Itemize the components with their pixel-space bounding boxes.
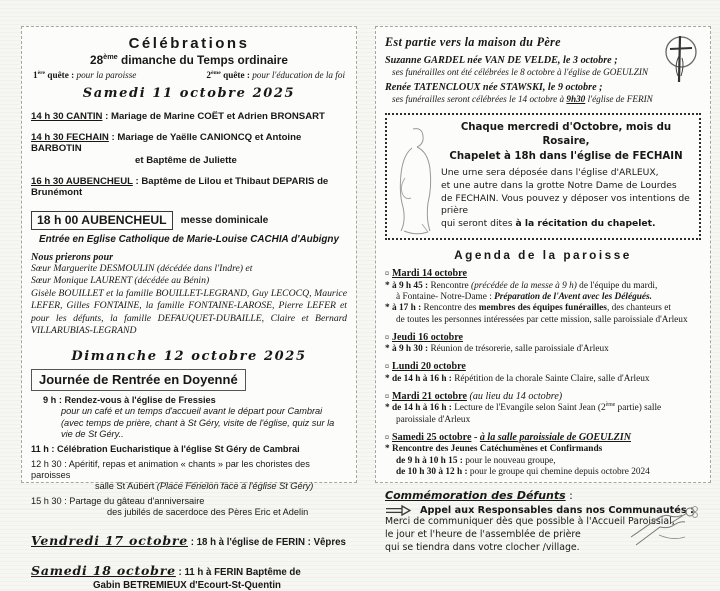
commem-line-3: qui se tiendra dans votre clocher /village. [385,541,580,553]
collections-line [31,70,347,80]
agenda-date: Mardi 21 octobre (au lieu du 14 octobre) [392,391,563,403]
schedule-9h-note1: pour un café et un temps d'accueil avant le départ pour Cambrai [61,406,323,417]
commem-line-2: le jour et l'heure de l'assemblée de prière [385,529,581,541]
rosary-line-3: de FECHAIN. Vous pouvez y déposer vos intentions de prière [441,192,690,217]
agenda-line: * Rencontre des Jeunes Catéchumènes et Confirmands [385,444,603,455]
obituary-name-2: Renée TATENCLOUX née STAWSKI, le 9 octobre ; [385,82,603,93]
agenda-date: Jeudi 16 octobre [392,331,464,343]
crucifix-icon [657,32,703,90]
agenda-item-mardi-21 [385,391,701,426]
square-bullet-icon: ¤ [385,332,389,342]
agenda-item-mardi-14 [385,268,701,326]
commem-line-1: Merci de communiquer dès que possible à l'Accueil Paroissial, [385,516,675,528]
schedule-11h: 11 h : Célébration Eucharistique à l'église St Géry de Cambrai [31,443,300,454]
page-title: Célébrations [128,35,250,52]
double-arrow-icon [385,505,412,516]
event-saturday-18-cont: Gabin BETREMIEUX d'Ecourt-St-Quentin [93,579,281,591]
agenda-item-jeudi-16 [385,332,701,356]
date-heading-sat-11: Samedi 11 octobre 2025 [82,86,296,101]
sunday-schedule [31,395,347,517]
hand-with-flower-icon [629,505,701,551]
event-saturday-18: Samedi 18 octobre : 11 h à FERIN Baptême de [31,562,301,578]
schedule-9h: 9 h : Rendez-vous à l'église de Fressies [43,395,216,406]
rosary-body [441,167,691,231]
prayer-paragraph: Gisèle BOUILLET et la famille BOUILLET-LEGRAND, Guy LECOCQ, Maurice LEFER, Gilles FONTAINE, la famille FONTAINE-LAROSE, Pierre LEFER et pour les défunts, la famille DEFAUQUET-DUBAILLE, Claire et Bernard VILLARUBIAS-LEGRAND [31,287,347,337]
agenda-line: de 10 h 30 à 12 h : pour le groupe qui chemine depuis octobre 2024 [396,467,650,478]
agenda-date: Lundi 20 octobre [392,361,466,373]
prayer-line-1: Sœur Marguerite DESMOULIN (décédée dans l'Indre) et [31,263,253,274]
obituary-detail-2: ses funérailles seront célébrées le 14 octobre à 9h30 l'église de FERIN [392,94,653,104]
rosary-line-2: et une autre dans la grotte Notre Dame de Lourdes [441,179,677,191]
date-heading-sun-12: Dimanche 12 octobre 2025 [71,349,307,365]
schedule-1230: 12 h 30 : Apéritif, repas et animation « chants » par les choristes des paroisses [31,458,310,480]
agenda-line: * à 9 h 45 : Rencontre (précédée de la messe à 9 h) de l'équipe du mardi, [385,280,658,291]
obituary-detail-1: ses funérailles ont été célébrées le 8 octobre à l'église de GOEULZIN [392,67,649,77]
prayer-intro: Nous prierons pour [31,252,114,263]
event-fechain: 14 h 30 FECHAIN : Mariage de Yaëlle CANIONCQ et Antoine BARBOTIN [31,132,302,154]
obituary-heading: Est partie vers la maison du Père [385,35,561,49]
schedule-9h-note2: (avec temps de prière, chant à St Géry, visite de l'église, quiz sur la vie de St Géry.. [61,417,335,439]
agenda-item-lundi-20 [385,361,701,385]
agenda-line: * de 14 h à 16 h : Répétition de la chorale Sainte Claire, salle d'Arleux [385,373,650,384]
event-cantin: 14 h 30 CANTIN : Mariage de Marine COËT et Adrien BRONSART [31,111,325,122]
schedule-1530-cont: des jubilés de sacerdoce des Pères Eric et Adelin [107,506,309,517]
commemoration-heading: Commémoration des Défunts : [385,489,573,503]
virgin-mary-icon [392,124,438,236]
agenda-line: de 9 h à 10 h 15 : pour le nouveau groupe, [396,455,556,466]
rosary-heading-1: Chaque mercredi d'Octobre, mois du Rosaire, [460,122,672,148]
rosary-heading-2: Chapelet à 18h dans l'église de FECHAIN [449,150,683,162]
rosary-notice-box [385,113,701,240]
agenda-line: paroissiale d'Arleux [396,414,471,425]
agenda-line: * de 14 h à 16 h : Lecture de l'Evangile selon Saint Jean (2ème partie) salle [385,402,662,414]
event-fechain-cont: et Baptême de Juliette [135,155,237,166]
agenda-line: à Fontaine- Notre-Dame : Préparation de l'Avent avec les Délégués. [396,291,652,302]
mass-label: messe dominicale [180,215,269,226]
square-bullet-icon: ¤ [385,392,389,402]
event-aubencheul: 16 h 30 AUBENCHEUL : Baptême de Lilou et Thibaut DEPARIS de Brunémont [31,176,329,198]
appel-line: Appel aux Responsables dans nos Communautés : [385,505,701,516]
event-friday-17: Vendredi 17 octobre : 18 h à l'église de FERIN : Vêpres [31,532,346,548]
journee-rentree-box: Journée de Rentrée en Doyenné [31,369,246,391]
rosary-line-1: Une urne sera déposée dans l'église d'ARLEUX, [441,166,659,178]
agenda-line: de toutes les personnes intéressées par cette mission, salle paroissiale d'Arleux [396,314,688,325]
square-bullet-icon: ¤ [385,269,389,279]
square-bullet-icon: ¤ [385,362,389,372]
sunday-ordinary-subtitle: 28ème dimanche du Temps ordinaire [90,52,288,67]
mass-time-box: 18 h 00 AUBENCHEUL [31,211,173,230]
agenda-line: * à 9 h 30 : Réunion de trésorerie, salle paroissiale d'Arleux [385,344,609,355]
church-entry-line: Entrée en Eglise Catholique de Marie-Louise CACHIA d'Aubigny [39,234,339,245]
second-collection: 2ème quête : pour l'éducation de la foi [206,69,345,80]
schedule-1530: 15 h 30 : Partage du gâteau d'anniversaire [31,495,205,506]
prayer-line-2: Sœur Monique LAURENT (décédée au Bénin) [31,275,210,287]
parish-news-panel [375,26,711,553]
commemoration-section [385,489,701,554]
agenda-date: Mardi 14 octobre [392,268,467,280]
schedule-1230-cont: salle St Aubert (Place Fénelon face à l'église St Géry) [95,480,314,491]
obituary-name-1: Suzanne GARDEL née VAN DE VELDE, le 3 octobre ; [385,55,618,66]
sunday-mass-row [31,211,347,230]
square-bullet-icon: ¤ [385,433,389,443]
first-collection: 1ère quête : pour la paroisse [33,69,137,80]
agenda-date: Samedi 25 octobre - à la salle paroissiale de GOEULZIN [392,432,631,444]
celebrations-panel [21,26,357,591]
agenda-line: * à 17 h : Rencontre des membres des équipes funérailles, des chanteurs et [385,303,671,314]
rosary-line-4: qui seront dites à la récitation du chapelet. [441,218,656,230]
agenda-heading: Agenda de la paroisse [454,248,632,263]
agenda-item-samedi-25 [385,432,701,478]
